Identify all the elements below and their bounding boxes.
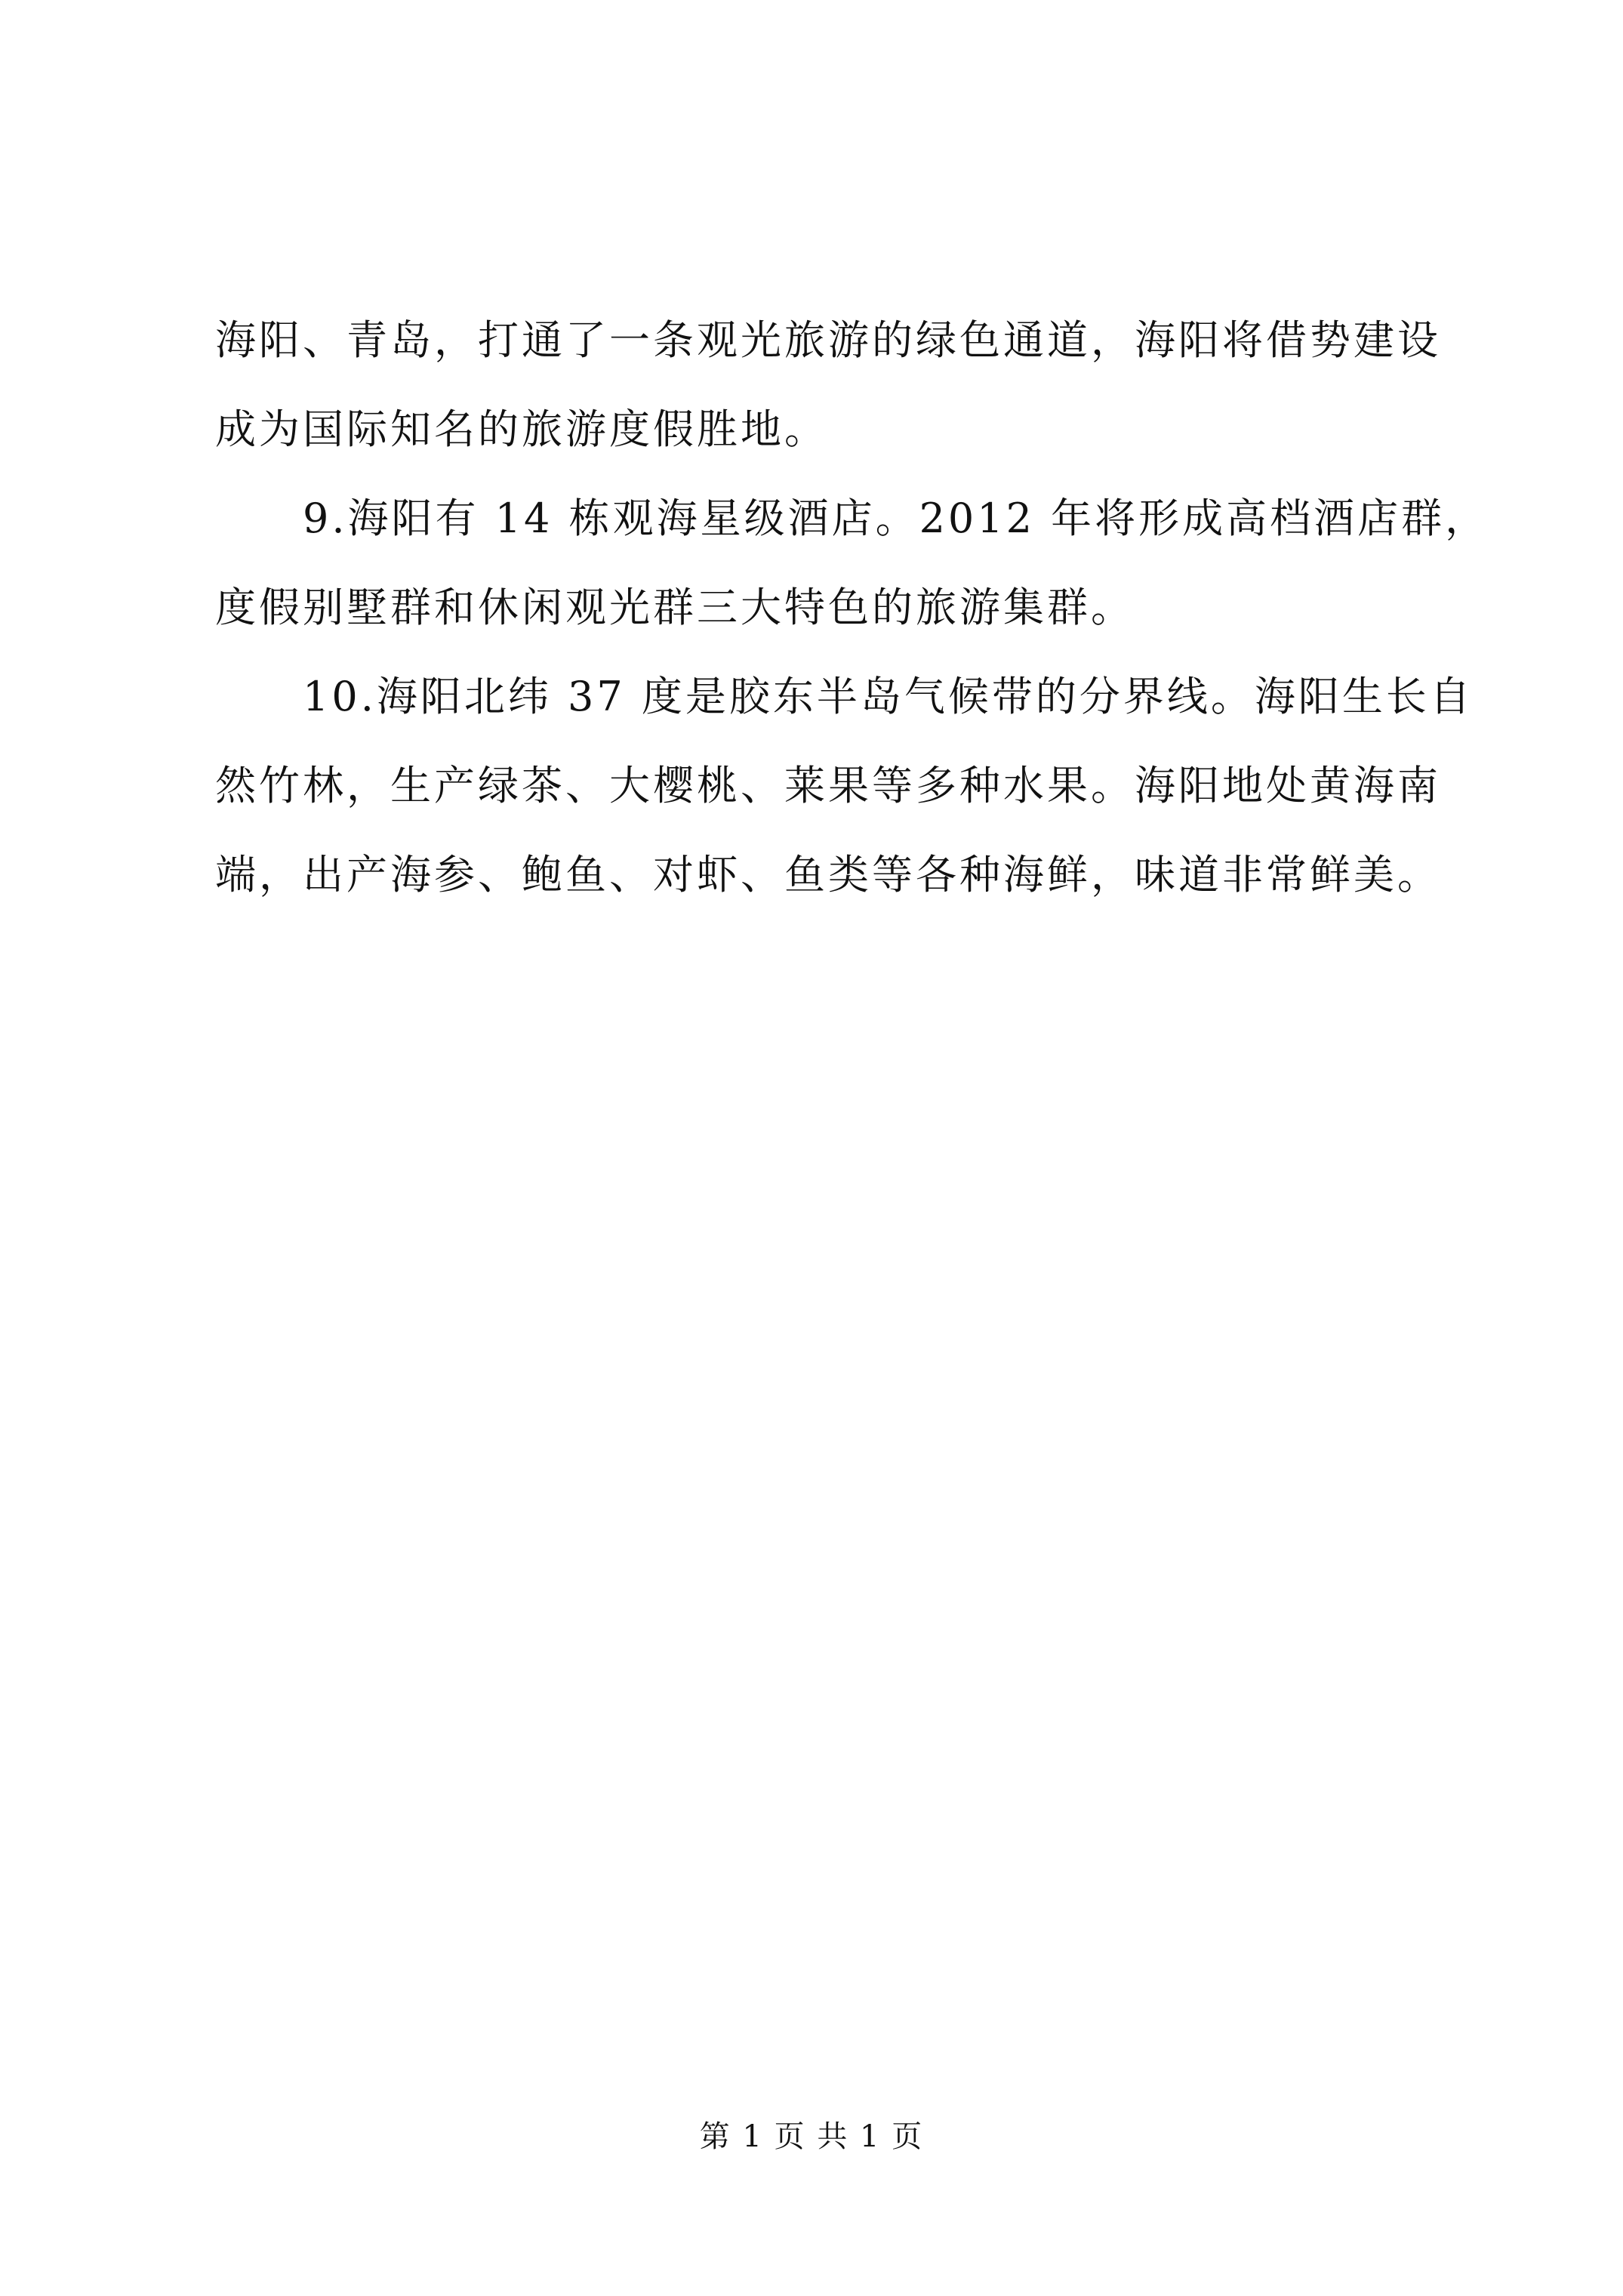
text-line: 度假别墅群和休闲观光群三大特色的旅游集群。	[215, 584, 1135, 631]
text-line: 然竹林，生产绿茶、大樱桃、莱果等多种水果。海阳地处黄海南	[215, 762, 1441, 809]
document-body	[215, 296, 1489, 920]
paragraph-item-10	[215, 652, 1474, 920]
text-line: 成为国际知名的旅游度假胜地。	[215, 405, 828, 453]
paragraph-item-9	[215, 474, 1489, 652]
text-line: 端，出产海参、鲍鱼、对虾、鱼类等各种海鲜，味道非常鲜美。	[215, 851, 1441, 898]
page-footer: 第 1 页 共 1 页	[699, 2119, 924, 2154]
text-line: 10.海阳北纬 37 度是胶东半岛气候带的分界线。海阳生长自	[303, 673, 1474, 720]
paragraph-continuation	[215, 296, 1441, 474]
text-line: 海阳、青岛，打通了一条观光旅游的绿色通道，海阳将借势建设	[215, 316, 1441, 364]
text-line: 9.海阳有 14 栋观海星级酒店。2012 年将形成高档酒店群，	[303, 495, 1489, 542]
